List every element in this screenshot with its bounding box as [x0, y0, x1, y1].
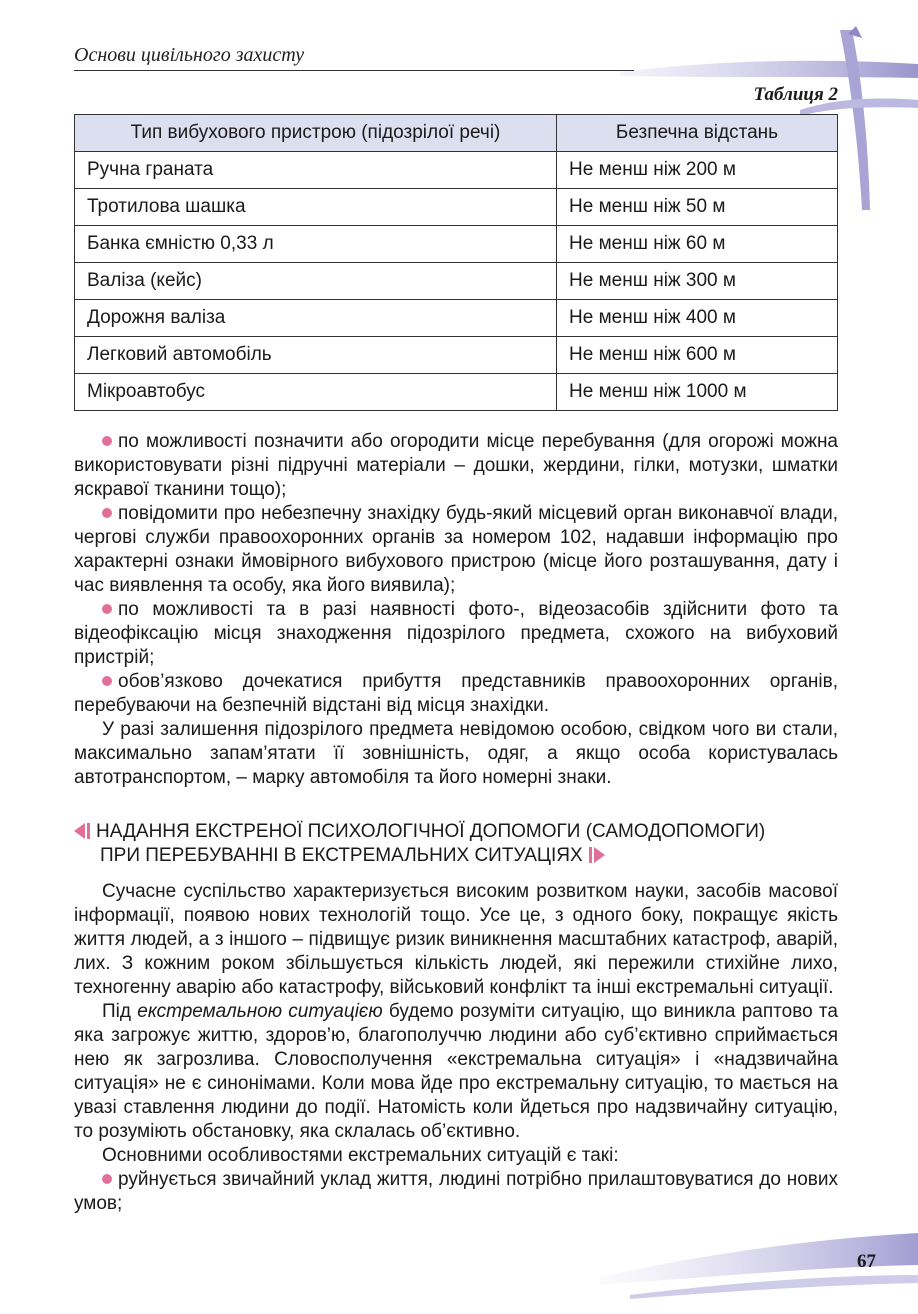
device-cell: Ручна граната [75, 152, 557, 189]
section-title-1: НАДАННЯ ЕКСТРЕНОЇ ПСИХОЛОГІЧНОЇ ДОПОМОГИ (САМОДОПОМОГИ) [96, 821, 766, 842]
safety-distance-table [74, 114, 838, 411]
header-rule [74, 70, 634, 71]
section-body [74, 880, 838, 1216]
list-item [74, 1168, 838, 1216]
paragraph: Основними особливостями екстремальних ситуацій є такі: [102, 1145, 619, 1166]
arrow-left-icon [74, 823, 85, 839]
device-cell: Легковий автомобіль [75, 337, 557, 374]
table-row [75, 374, 838, 411]
bar-icon [589, 847, 592, 863]
paragraph: Сучасне суспільство характеризується високим розвитком науки, засобів масової інформації, появою нових технологій тощо. Усе це, з одного боку, покращує якість життя людей, а з іншого – підвищує ризик виникнення масштабних катастроф, аварій, лих. З кожним роком збільшується кількість людей, які пережили стихійне лихо, техногенну аварію або катастрофу, військовий конфлікт та інші екстремальні ситуації. [74, 881, 838, 998]
table-caption: Таблиця 2 [753, 84, 838, 105]
arrow-right-icon [594, 847, 605, 863]
bullet-icon [102, 436, 112, 446]
page-number: 67 [857, 1251, 876, 1272]
list-item [74, 502, 838, 598]
table-row [75, 226, 838, 263]
bullet-icon [102, 1174, 112, 1184]
distance-cell: Не менш ніж 200 м [557, 152, 838, 189]
column-header-safe-distance: Безпечна відстань [557, 115, 838, 152]
device-cell: Валіза (кейс) [75, 263, 557, 300]
section-heading [74, 820, 854, 868]
device-cell: Банка ємністю 0,33 л [75, 226, 557, 263]
device-cell: Мікроавтобус [75, 374, 557, 411]
instructions-block [74, 430, 838, 790]
bullet-text: обов’язково дочекатися прибуття представників правоохоронних органів, перебуваючи на безпечній відстані від місця знахідки. [74, 671, 838, 716]
table-row [75, 152, 838, 189]
section-heading-line1 [74, 820, 854, 844]
paragraph [74, 1000, 838, 1144]
table-header-row [75, 115, 838, 152]
list-item [74, 430, 838, 502]
list-item [74, 598, 838, 670]
bullet-text: по можливості позначити або огородити місце перебування (для огорожі можна використовувати різні підручні матеріали – дошки, жердини, гілки, мотузки, шматки яскравої тканини тощо); [74, 431, 838, 500]
distance-cell: Не менш ніж 600 м [557, 337, 838, 374]
list-item [74, 670, 838, 718]
distance-cell: Не менш ніж 1000 м [557, 374, 838, 411]
section-title-2: ПРИ ПЕРЕБУВАННІ В ЕКСТРЕМАЛЬНИХ СИТУАЦІЯХ [100, 845, 583, 866]
table-row [75, 337, 838, 374]
bullet-icon [102, 604, 112, 614]
distance-cell: Не менш ніж 50 м [557, 189, 838, 226]
table-row [75, 189, 838, 226]
paragraph-text: будемо розуміти ситуацію, що виникла раптово та яка загрожує життю, здоров’ю, благополуччю людини або суб’єктивно сприймається нею як загрозлива. Словосполучення «екстремальна ситуація» і «надзвичайна ситуація» не є синонімами. Коли мова йде про екстремальну ситуацію, то мається на увазі ставлення людини до події. Натомість коли йдеться про надзвичайну ситуацію, то розуміють обстановку, яка склалась об’єктивно. [74, 1001, 838, 1142]
table-row [75, 263, 838, 300]
paragraph: У разі залишення підозрілого предмета невідомою особою, свідком чого ви стали, максимально запам’ятати її зовнішність, одяг, а якщо особа користувалась автотранспортом, – марку автомобіля та його номерні знаки. [74, 719, 838, 788]
running-title: Основи цивільного захисту [74, 44, 305, 66]
device-cell: Тротилова шашка [75, 189, 557, 226]
term-definition: екстремальною ситуацією [137, 1001, 383, 1022]
bullet-text: по можливості та в разі наявності фото-, відеозасобів здійснити фото та відеофіксацію місця знаходження підозрілого предмета, схожого на вибуховий пристрій; [74, 599, 838, 668]
bar-icon [87, 823, 90, 839]
section-heading-line2 [74, 844, 854, 868]
distance-cell: Не менш ніж 60 м [557, 226, 838, 263]
device-cell: Дорожня валіза [75, 300, 557, 337]
distance-cell: Не менш ніж 400 м [557, 300, 838, 337]
column-header-device-type: Тип вибухового пристрою (підозрілої речі) [75, 115, 557, 152]
bullet-icon [102, 508, 112, 518]
bullet-text: повідомити про небезпечну знахідку будь-який місцевий орган виконавчої влади, чергові служби правоохоронних органів за номером 102, надавши інформацію про характерні ознаки ймовірного вибухового пристрою (місце його розташування, дату і час виявлення та особу, яка його виявила); [74, 503, 838, 596]
bullet-icon [102, 676, 112, 686]
paragraph-text: Під [102, 1001, 138, 1022]
bullet-text: руйнується звичайний уклад життя, людині потрібно прилаштовуватися до нових умов; [74, 1169, 838, 1214]
distance-cell: Не менш ніж 300 м [557, 263, 838, 300]
table-row [75, 300, 838, 337]
